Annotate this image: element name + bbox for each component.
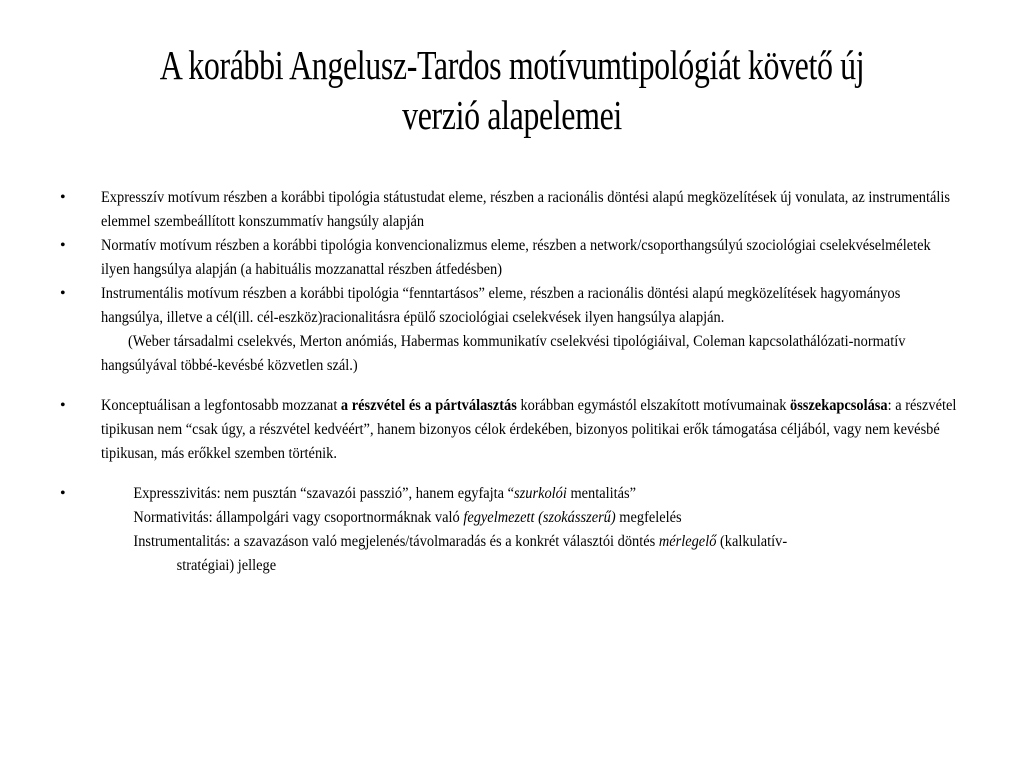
text-part: Konceptuálisan a legfontosabb mozzanat — [101, 397, 341, 414]
dimension-normativity: Normativitás: állampolgári vagy csoportnormáknak való fegyelmezett (szokásszerű) megfelelés — [133, 509, 682, 526]
bullet-item-dimensions — [60, 482, 960, 578]
bullet-item-instrumental — [60, 282, 960, 378]
bullet-item-concept — [60, 394, 960, 466]
dimension-instrumentality: Instrumentalitás: a szavazáson való megjelenés/távolmaradás és a konkrét választói döntés mérlegelő (kalkulatív- — [133, 533, 788, 550]
bullet-text: Normatív motívum részben a korábbi tipológia konvencionalizmus eleme, részben a network/csoporthangsúlyú szociológiai cselekvéselméletek ilyen hangsúlya alapján (a habituális mozzanattal részben átfedésben) — [101, 237, 931, 278]
bullet-icon: • — [60, 485, 66, 502]
bullet-item-expressive — [60, 186, 960, 234]
bullet-icon: • — [60, 285, 66, 302]
bullet-text: Expresszív motívum részben a korábbi tipológia státustudat eleme, részben a racionális döntési alapú megközelítések új vonulata, az instrumentális elemmel szembeállított konszummatív hangsúly alapján — [101, 189, 950, 230]
dimension-instrumentality-cont: stratégiai) jellege — [176, 557, 277, 574]
bullet-text: Instrumentális motívum részben a korábbi tipológia “fenntartásos” eleme, részben a racionális döntési alapú megközelítések hagyományos hangsúlya, illetve a cél(ill. cél-eszköz)racionalitásra épülő szociológiai cselekvések ilyen hangsúlya alapján. — [101, 285, 901, 326]
bullet-item-normative — [60, 234, 960, 282]
dimension-expressivity: Expresszivitás: nem pusztán “szavazói passzió”, hanem egyfajta “szurkolói mentalitás” — [133, 485, 637, 502]
slide-body — [60, 186, 960, 578]
bullet-icon: • — [60, 237, 66, 254]
text-part: korábban egymástól elszakított motívumainak — [516, 397, 791, 414]
bullet-note: (Weber társadalmi cselekvés, Merton anómiás, Habermas kommunikatív cselekvési tipológiáival, Coleman kapcsolathálózati-normatív hangsúlyával többé-kevésbé közvetlen szál.) — [101, 333, 906, 374]
emphasis-linking: összekapcsolása — [790, 397, 888, 414]
bullet-icon: • — [60, 397, 66, 414]
emphasis-participation-choice: a részvétel és a pártválasztás — [340, 397, 517, 414]
bullet-icon: • — [60, 189, 66, 206]
text-part: : a részvétel tipikusan nem “csak úgy, a részvétel kedvéért”, hanem bizonyos célok érdekében, bizonyos politikai erők támogatása céljából, vagy nem kevésbé tipikusan, más erőkkel szemben történik. — [101, 397, 957, 462]
slide-title: A korábbi Angelusz-Tardos motívumtipológiát követő új verzió alapelemei — [159, 42, 865, 138]
